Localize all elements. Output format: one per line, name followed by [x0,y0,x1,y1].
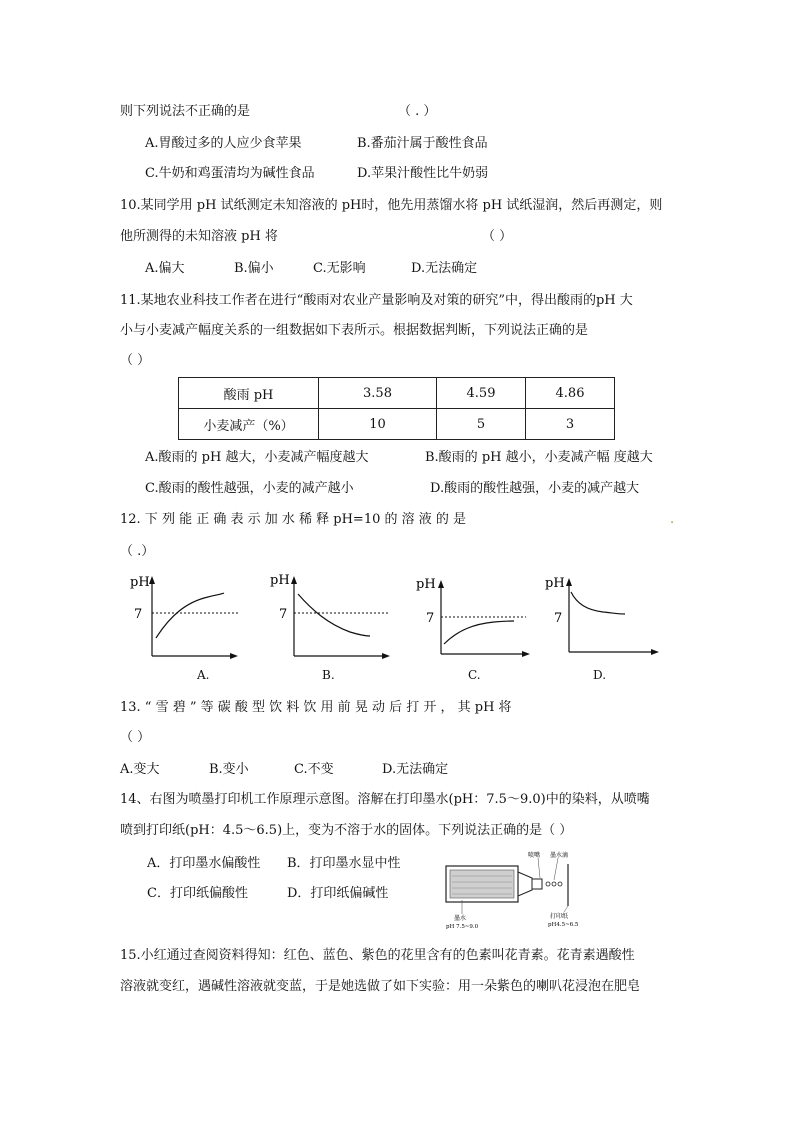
q10-option-c: C.无影响 [313,261,366,276]
table-cell: 小麦减产（%） [179,409,319,440]
q11-stem-line2: 小与小麦减产幅度关系的一组数据如下表所示。根据数据判断，下列说法正确的是 [120,323,589,338]
ink-label: 墨水 [454,915,467,922]
q13-stem-line1: 13. “ 雪 碧 ” 等 碳 酸 型 饮 料 饮 用 前 晃 动 后 打 开 ， 其 pH 将 [120,700,512,715]
graph-c-ref-label: 7 [426,611,435,626]
q13-answer-paren: （ ） [120,730,151,745]
table-cell: 3.58 [319,378,437,409]
graph-c-caption: C. [468,668,481,682]
paper-ph-label: pH4.5~6.5 [548,922,579,928]
table-cell: 4.59 [437,378,526,409]
ink-drop-label: 墨水滴 [550,852,569,859]
q11-stem-line1: 11.某地农业科技工作者在进行“酸雨对农业产量影响及对策的研究”中，得出酸雨的pH 大 [120,293,633,308]
graph-b-axis-label: pH [270,573,290,588]
graph-a-curve [156,593,224,638]
table-row [179,378,615,409]
graph-b [266,570,394,662]
q9-option-b: B.番茄汁属于酸性食品 [357,136,488,151]
q10-option-a: A.偏大 [145,261,185,276]
q14-option-c: C．打印纸偏酸性 [147,886,248,901]
q11-option-a: A.酸雨的 pH 越大，小麦减产幅度越大 [145,450,369,465]
q11-option-d: D.酸雨的酸性越强，小麦的减产越大 [430,481,640,496]
q13-option-c: C.不变 [294,762,334,777]
acid-rain-table [178,377,615,440]
q14-option-a: A．打印墨水偏酸性 [147,856,261,871]
ink-ph-label: pH 7.5~9.0 [446,924,479,930]
q13-option-b: B.变小 [209,762,249,777]
q10-stem-line2: 他所测得的未知溶液 pH 将 [120,229,278,244]
q9-option-a: A.胃酸过多的人应少食苹果 [145,136,302,151]
table-row [179,409,615,440]
graph-c-axis-label: pH [416,577,436,592]
graph-c [414,574,534,664]
q10-option-d: D.无法确定 [411,261,478,276]
q12-stray-dot: . [670,512,675,527]
q10-stem-line1: 10.某同学用 pH 试纸测定未知溶液的 pH时，他先用蒸馏水将 pH 试纸湿润，然后再测定，则 [120,198,663,213]
graph-d-ref-label: 7 [554,611,563,626]
graph-c-curve [444,621,514,644]
graph-a-ref-label: 7 [134,607,143,622]
nozzle-label: 喷嘴 [528,852,541,859]
q10-option-b: B.偏小 [234,261,274,276]
q14-stem-line1: 14、右图为喷墨打印机工作原理示意图。溶解在打印墨水(pH：7.5～9.0)中的染料，从喷嘴 [120,792,650,807]
q9-option-d: D.苹果汁酸性比牛奶弱 [357,166,489,181]
graph-d-caption: D. [593,668,607,682]
q11-option-b: B.酸雨的 pH 越小，小麦减产幅 度越大 [425,450,653,465]
q13-option-d: D.无法确定 [382,762,449,777]
q12-stem-line1: 12. 下 列 能 正 确 表 示 加 水 稀 释 pH=10 的 溶 液 的 是 [120,512,467,527]
q9-answer-paren: （ . ） [398,104,437,119]
graph-d-curve [571,592,625,614]
inkjet-diagram [440,850,590,932]
q9-stem: 则下列说法不正确的是 [120,104,251,119]
paper-label: 打印纸 [550,913,569,920]
table-cell: 3 [526,409,615,440]
graph-d [543,572,663,658]
table-cell: 10 [319,409,437,440]
q14-option-d: D．打印纸偏碱性 [287,886,389,901]
q10-answer-paren: （ ） [482,229,513,244]
q11-answer-paren: （ ） [120,353,151,368]
table-cell: 酸雨 pH [179,378,319,409]
q14-option-b: B．打印墨水显中性 [287,856,401,871]
q12-answer-paren: （ .） [120,544,155,559]
graph-a [128,572,240,662]
graph-a-caption: A. [197,668,210,682]
graph-b-curve [298,594,370,636]
graph-a-axis-label: pH [130,575,150,590]
q15-stem-line2: 溶液就变红，遇碱性溶液就变蓝，于是她选做了如下实验：用一朵紫色的喇叭花浸泡在肥皂 [120,979,641,994]
q13-option-a: A.变大 [120,762,160,777]
q9-option-c: C.牛奶和鸡蛋清均为碱性食品 [145,166,315,181]
q15-stem-line1: 15.小红通过查阅资料得知：红色、蓝色、紫色的花里含有的色素叫花青素。花青素遇酸性 [120,948,635,963]
graph-b-caption: B. [322,668,335,682]
q11-option-c: C.酸雨的酸性越强，小麦的减产越小 [145,481,354,496]
graph-b-ref-label: 7 [279,607,288,622]
table-cell: 4.86 [526,378,615,409]
graph-d-axis-label: pH [545,576,565,591]
table-cell: 5 [437,409,526,440]
q14-stem-line2: 喷到打印纸(pH：4.5～6.5)上，变为不溶于水的固体。下列说法正确的是（ ） [120,823,573,838]
